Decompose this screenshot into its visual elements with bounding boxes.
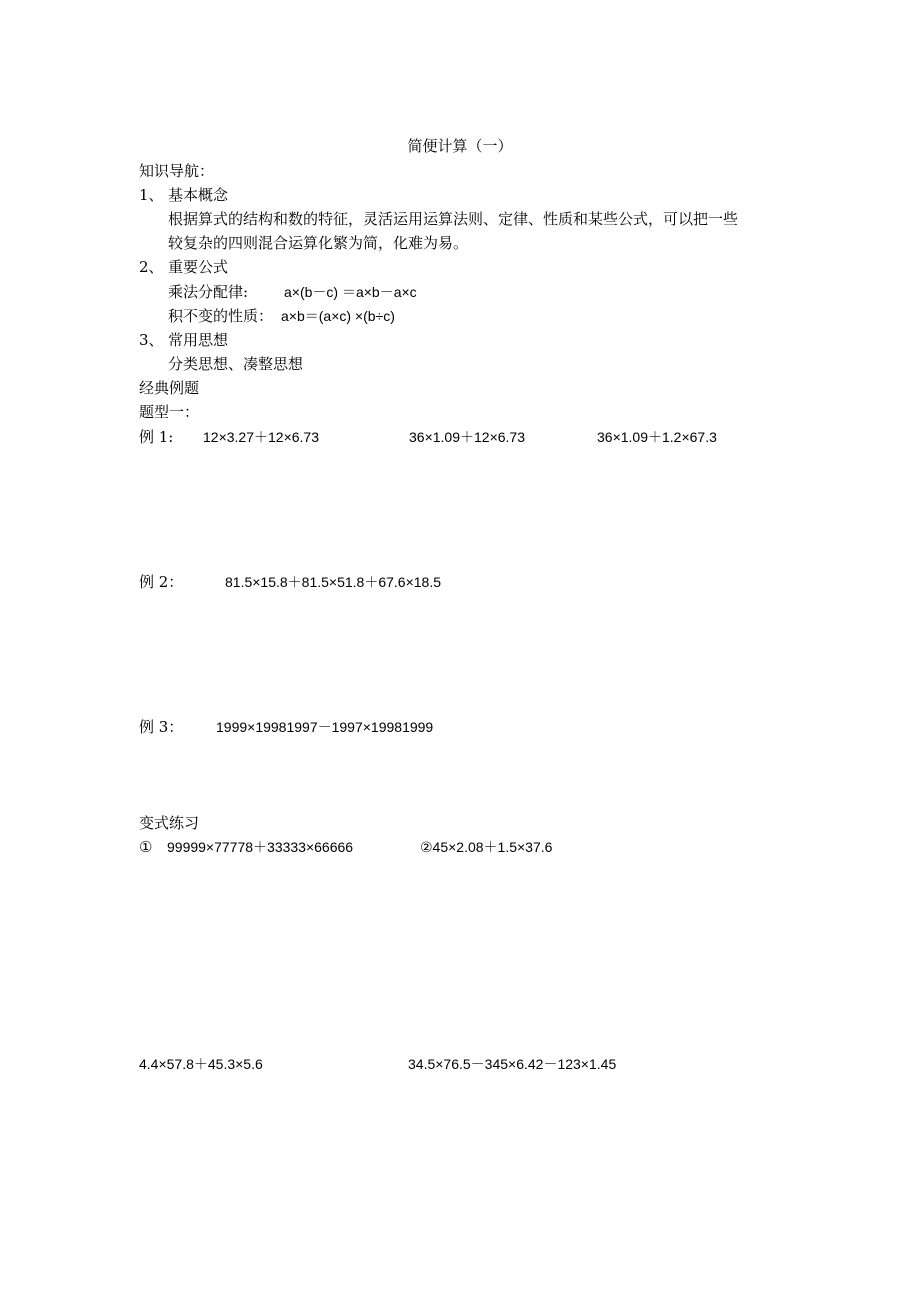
example1-label: 例 1:: [139, 428, 174, 446]
example3-expression: 1999×19981997－1997×19981999: [216, 719, 434, 735]
section2-number: 2、: [139, 258, 164, 276]
example1-expression-2: 36×1.09＋12×6.73: [409, 429, 525, 445]
formula1-expression: a×(b－c) ＝a×b－a×c: [284, 284, 417, 300]
example2-expression: 81.5×15.8＋81.5×51.8＋67.6×18.5: [225, 574, 442, 590]
formula2-label: 积不变的性质：: [168, 307, 274, 325]
practice-item1-expression: 99999×77778＋33333×66666: [167, 839, 354, 855]
example1-expression-3: 36×1.09＋1.2×67.3: [597, 429, 717, 445]
section3-body: 分类思想、凑整思想: [168, 355, 304, 373]
formula2-expression: a×b＝(a×c) ×(b÷c): [281, 308, 395, 324]
page-title: 简便计算（一）: [407, 137, 513, 155]
section1-body-line1: 根据算式的结构和数的特征，灵活运用运算法则、定律、性质和某些公式，可以把一些: [168, 210, 739, 228]
practice-item1-marker: ①: [139, 838, 153, 856]
example3-label: 例 3：: [139, 718, 184, 736]
classic-examples-heading: 经典例题: [139, 379, 200, 397]
knowledge-nav-heading: 知识导航：: [139, 162, 215, 180]
example1-expression-1: 12×3.27＋12×6.73: [203, 429, 319, 445]
variant-practice-heading: 变式练习: [139, 814, 200, 832]
practice-item2-expression: ②45×2.08＋1.5×37.6: [420, 839, 553, 855]
section3-heading: 常用思想: [168, 331, 229, 349]
example2-label: 例 2：: [139, 573, 184, 591]
section1-number: 1、: [139, 186, 164, 204]
section1-body-line2: 较复杂的四则混合运算化繁为简，化难为易。: [168, 234, 469, 252]
section2-heading: 重要公式: [168, 258, 229, 276]
section3-number: 3、: [139, 331, 164, 349]
practice-item4-expression: 34.5×76.5－345×6.42－123×1.45: [408, 1056, 617, 1072]
type1-heading: 题型一：: [139, 403, 200, 421]
section1-heading: 基本概念: [168, 186, 229, 204]
formula1-label: 乘法分配律:: [168, 283, 249, 301]
practice-item3-expression: 4.4×57.8＋45.3×5.6: [139, 1056, 263, 1072]
